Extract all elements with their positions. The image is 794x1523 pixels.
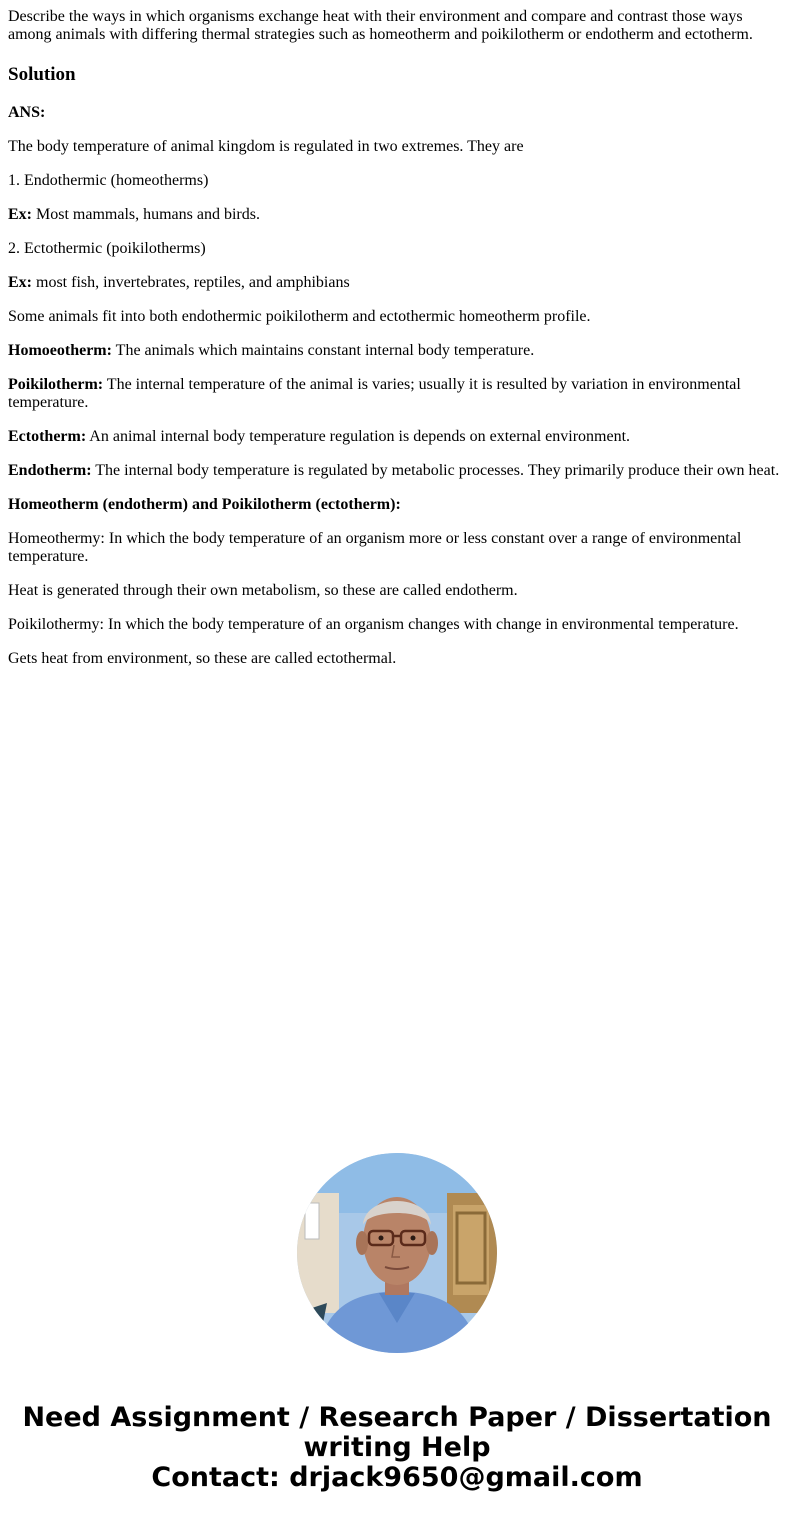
list-item-endothermic: 1. Endothermic (homeotherms): [8, 172, 209, 189]
answer-intro: The body temperature of animal kingdom is regulated in two extremes. They are: [8, 138, 524, 155]
avatar: [297, 1153, 497, 1353]
example-endothermic: Ex: Most mammals, humans and birds.: [8, 206, 260, 223]
contact-email: Contact: drjack9650@gmail.com: [151, 1462, 643, 1493]
paragraph-poikilothermy: Poikilothermy: In which the body temperature of an organism changes with change in environmental temperature.: [8, 616, 739, 633]
contact-banner: [0, 1403, 794, 1493]
paragraph-homeothermy: Homeothermy: In which the body temperature of an organism more or less constant over a range of environmental temperature.: [8, 530, 742, 565]
example-ectothermic: Ex: most fish, invertebrates, reptiles, and amphibians: [8, 274, 350, 291]
definition-ectotherm: Ectotherm: An animal internal body temperature regulation is depends on external environment.: [8, 428, 631, 445]
comparison-subheading: Homeotherm (endotherm) and Poikilotherm (ectotherm):: [8, 496, 401, 513]
list-item-ectothermic: 2. Ectothermic (poikilotherms): [8, 240, 206, 257]
contact-line-2: writing Help: [303, 1432, 491, 1463]
definition-endotherm: Endotherm: The internal body temperature is regulated by metabolic processes. They primarily produce their own heat.: [8, 462, 780, 479]
solution-heading: Solution: [8, 64, 76, 85]
question-text: Describe the ways in which organisms exchange heat with their environment and compare and contrast those ways among animals with differing thermal strategies such as homeotherm and poikilotherm or endotherm and ectotherm.: [8, 8, 753, 43]
answer-note: Some animals fit into both endothermic poikilotherm and ectothermic homeotherm profile.: [8, 308, 591, 325]
paragraph-endotherm-heat: Heat is generated through their own metabolism, so these are called endotherm.: [8, 582, 518, 599]
paragraph-ectotherm-heat: Gets heat from environment, so these are called ectothermal.: [8, 650, 397, 667]
answer-label: ANS:: [8, 104, 46, 121]
document-body: [8, 8, 786, 684]
avatar-portrait: [297, 1153, 497, 1353]
definition-poikilotherm: Poikilotherm: The internal temperature of the animal is varies; usually it is resulted by variation in environmental temperature.: [8, 376, 741, 411]
contact-line-1: Need Assignment / Research Paper / Dissertation: [22, 1402, 772, 1433]
definition-homoeotherm: Homoeotherm: The animals which maintains constant internal body temperature.: [8, 342, 535, 359]
